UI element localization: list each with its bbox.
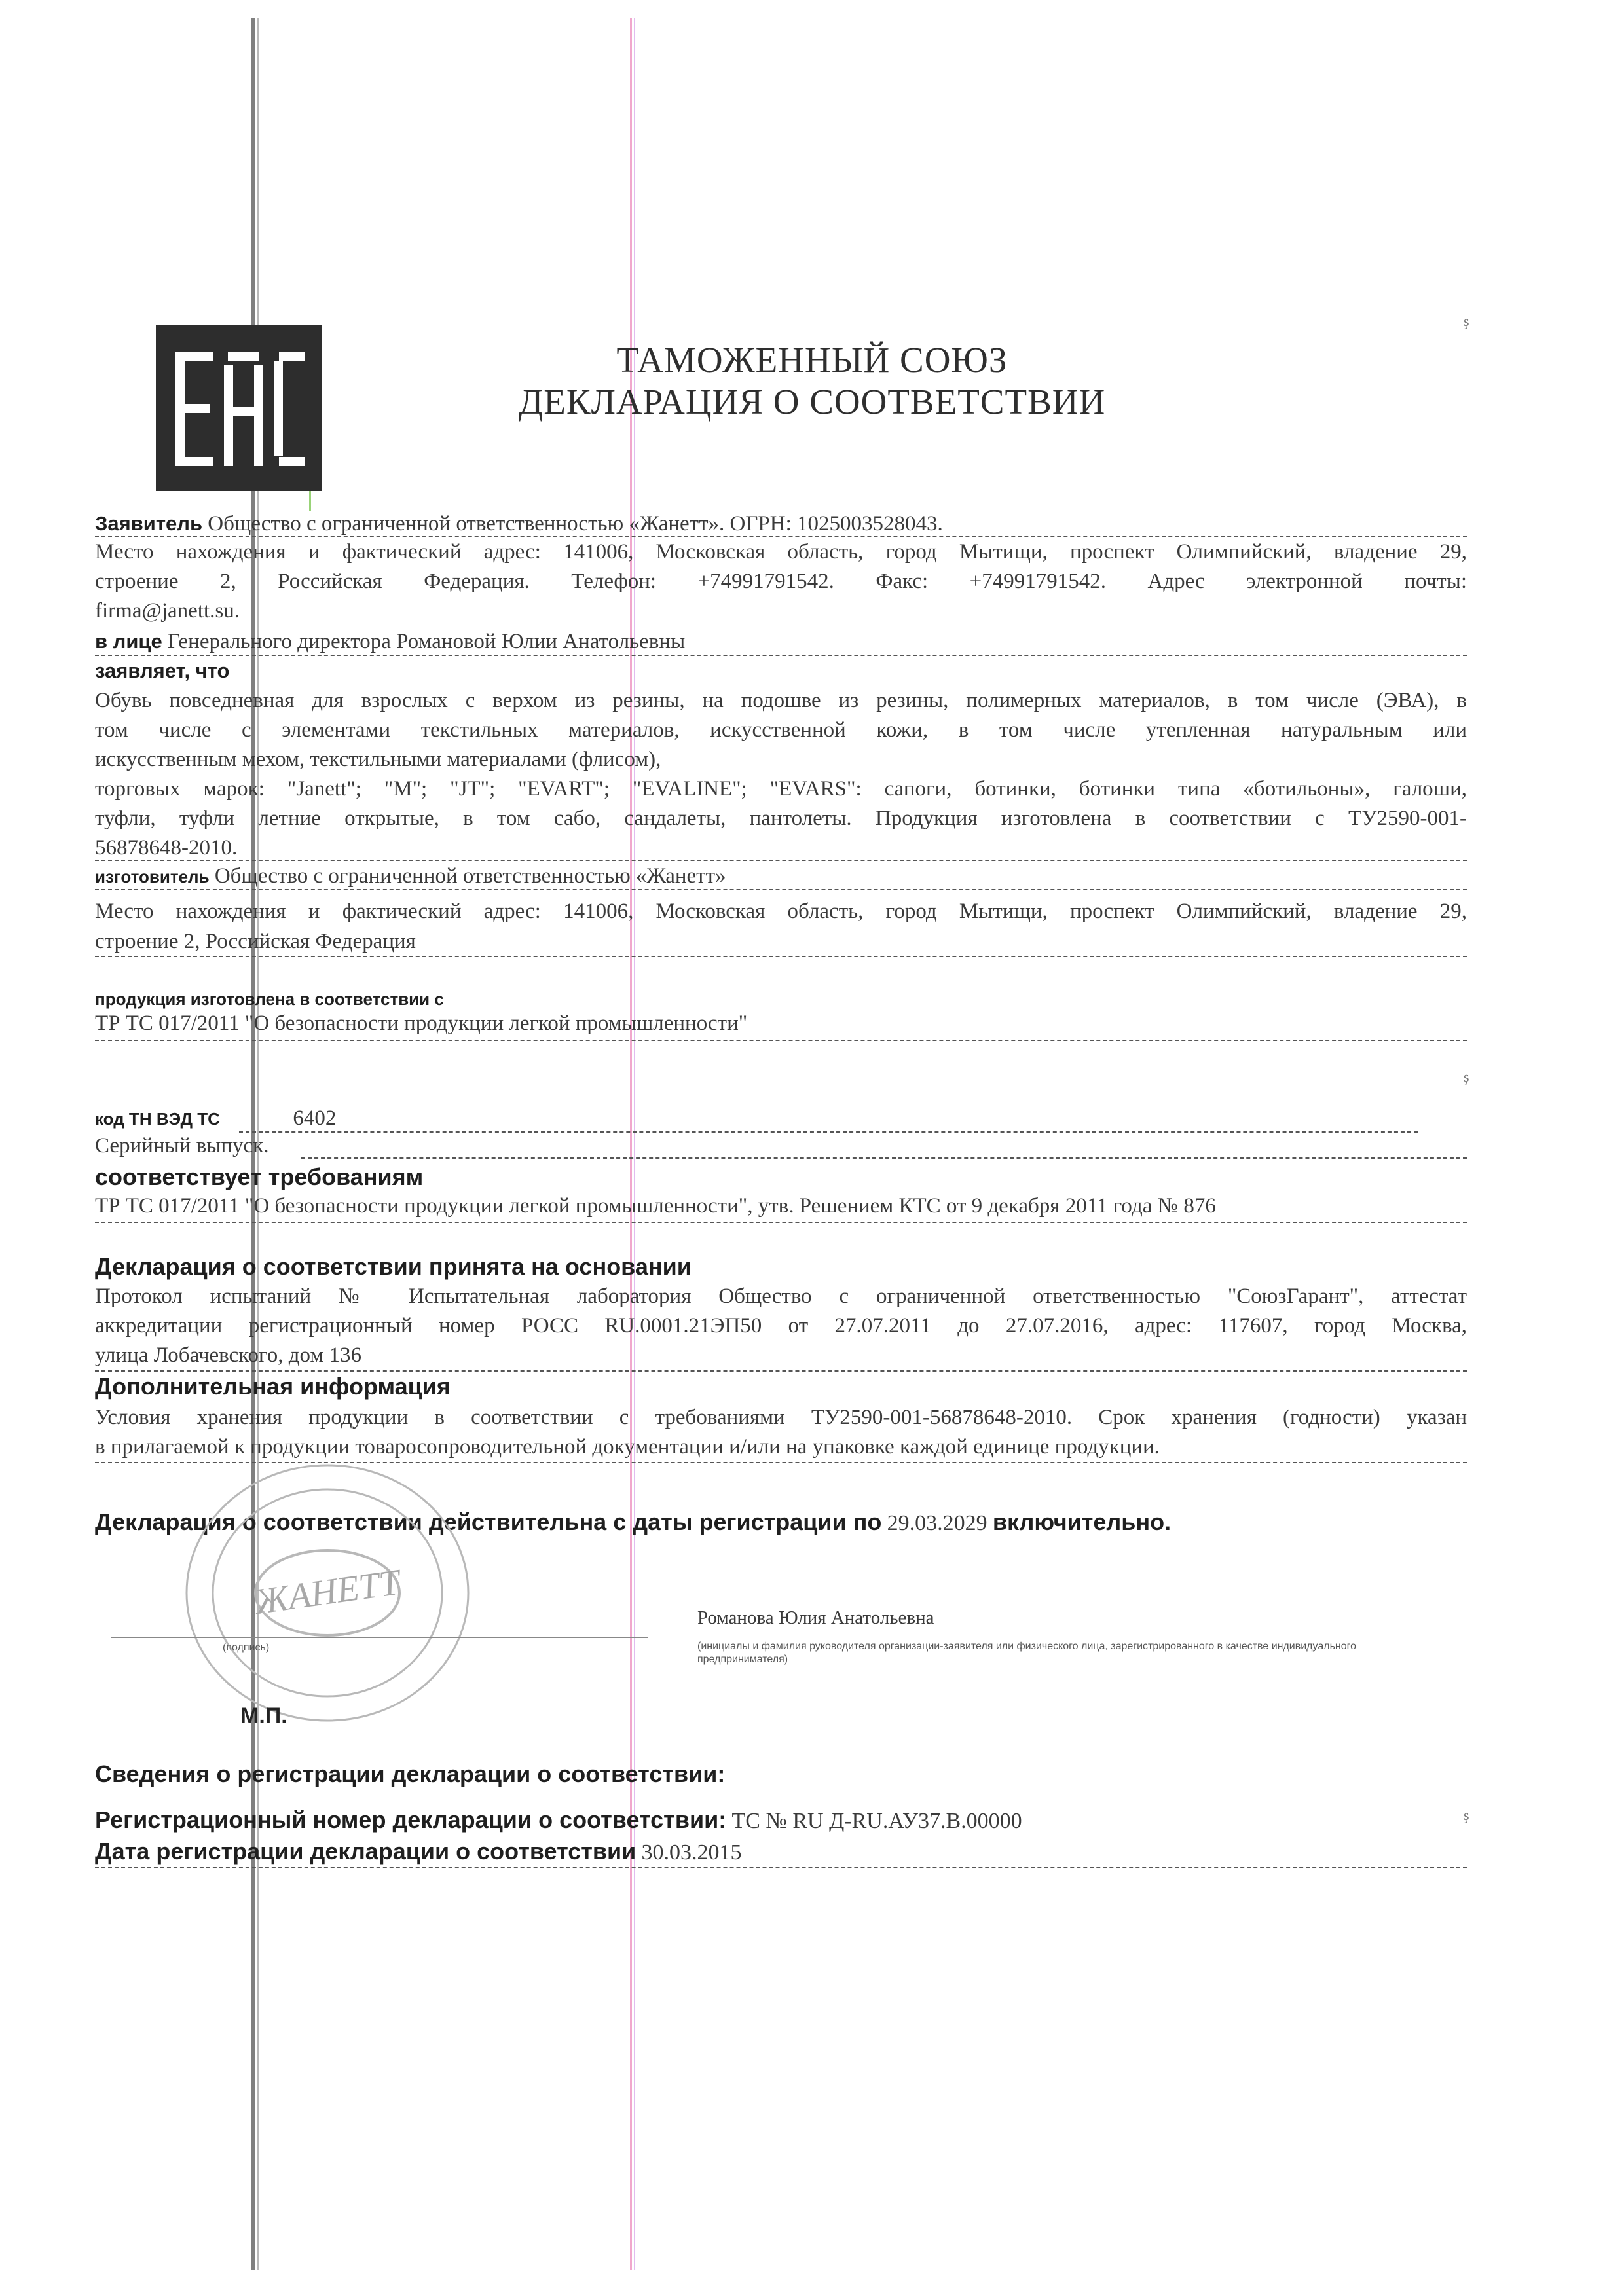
scan-speck: ş <box>1464 1807 1469 1823</box>
eac-logo <box>156 325 322 491</box>
declares-label: заявляет, что <box>95 659 230 682</box>
field-divider <box>95 655 1467 656</box>
product-description-line: искусственным мехом, текстильными материалами (флисом), <box>95 748 661 771</box>
serial-release: Серийный выпуск. <box>95 1134 269 1157</box>
field-divider <box>95 1222 1467 1223</box>
basis-line: Протокол испытаний № Испытательная лаборатория Общество с ограниченной ответственностью "СоюзГарант", аттестат <box>95 1285 1467 1308</box>
production-label: продукция изготовлена в соответствии с <box>95 989 444 1009</box>
basis-label: Декларация о соответствии принята на основании <box>95 1253 692 1280</box>
registration-number-label: Регистрационный номер декларации о соответствии: <box>95 1806 727 1833</box>
basis-line: аккредитации регистрационный номер РОСС RU.0001.21ЭП50 от 27.07.2011 до 27.07.2016, адрес: 117607, город Москва, <box>95 1314 1467 1338</box>
field-divider <box>95 956 1467 957</box>
seal-place-label: М.П. <box>240 1704 287 1728</box>
signer-name: Романова Юлия Анатольевна <box>697 1607 934 1628</box>
product-description-line: туфли, туфли летние открытые, в том сабо, сандалеты, пантолеты. Продукция изготовлена в соответствии с ТУ2590-001- <box>95 807 1467 830</box>
field-divider <box>95 1867 1467 1868</box>
registration-date-label: Дата регистрации декларации о соответствии <box>95 1838 637 1865</box>
field-divider <box>95 536 1467 537</box>
applicant-name: Общество с ограниченной ответственностью «Жанетт». <box>208 512 725 536</box>
registration-heading: Сведения о регистрации декларации о соответствии: <box>95 1760 726 1787</box>
manufacturer-row <box>95 863 1467 890</box>
product-description-line: торговых марок: "Janett"; "M"; "JT"; "EVART"; "EVALINE"; "EVARS": сапоги, ботинки, ботинки типа «ботильоны», галоши, <box>95 777 1467 801</box>
registration-date-row <box>95 1838 1467 1866</box>
applicant-address-line: Место нахождения и фактический адрес: 141006, Московская область, город Мытищи, проспект Олимпийский, владение 29, <box>95 540 1467 564</box>
field-divider <box>95 1040 1467 1041</box>
applicant-label: Заявитель <box>95 512 203 535</box>
tnved-label: код ТН ВЭД ТС <box>95 1109 220 1129</box>
product-description-line: том числе с элементами текстильных материалов, искусственной кожи, в том числе утепленная натуральным или <box>95 718 1467 742</box>
signature-line <box>111 1637 648 1638</box>
tnved-row <box>95 1105 1467 1132</box>
applicant-ogrn: ОГРН: 1025003528043. <box>729 512 943 536</box>
field-divider <box>95 860 1467 861</box>
represented-label: в лице <box>95 630 162 653</box>
manufacturer-address-line: строение 2, Российская Федерация <box>95 930 416 953</box>
validity-prefix: Декларация о соответствии действительна с даты регистрации по <box>95 1508 882 1535</box>
field-divider <box>95 1370 1467 1372</box>
signature-caption: (подпись) <box>223 1642 270 1653</box>
scan-speck: ş <box>1464 313 1469 329</box>
compliance-label: соответствует требованиям <box>95 1163 424 1190</box>
svg-text:ЖАНЕТТ: ЖАНЕТТ <box>252 1561 403 1623</box>
tnved-code: 6402 <box>293 1106 337 1130</box>
manufacturer-address-line: Место нахождения и фактический адрес: 141006, Московская область, город Мытищи, проспект Олимпийский, владение 29, <box>95 900 1467 923</box>
basis-line: улица Лобачевского, дом 136 <box>95 1343 362 1367</box>
production-standard: ТР ТС 017/2011 "О безопасности продукции легкой промышленности" <box>95 1011 748 1035</box>
additional-label: Дополнительная информация <box>95 1373 451 1400</box>
compliance-text: ТР ТС 017/2011 "О безопасности продукции легкой промышленности", утв. Решением КТС от 9 декабря 2011 года № 876 <box>95 1194 1216 1218</box>
document-title: ДЕКЛАРАЦИЯ О СООТВЕТСТВИИ <box>518 382 1106 422</box>
company-seal <box>174 1452 481 1734</box>
applicant-email: firma@janett.su. <box>95 599 240 623</box>
represented-row <box>95 629 1467 655</box>
represented-by: Генерального директора Романовой Юлии Анатольевны <box>167 630 686 653</box>
registration-number-row <box>95 1807 1467 1834</box>
applicant-row <box>95 511 1467 537</box>
validity-date: 29.03.2029 <box>887 1511 987 1535</box>
manufacturer-label: изготовитель <box>95 867 210 886</box>
field-divider <box>95 889 1467 890</box>
registration-date-value: 30.03.2015 <box>641 1840 742 1865</box>
product-description-line: Обувь повседневная для взрослых с верхом из резины, на подошве из резины, полимерных материалов, в том числе (ЭВА), в <box>95 689 1467 712</box>
manufacturer-name: Общество с ограниченной ответственностью «Жанетт» <box>214 864 726 888</box>
validity-suffix: включительно. <box>992 1508 1172 1535</box>
product-description-line: 56878648-2010. <box>95 836 238 860</box>
additional-line: в прилагаемой к продукции товаросопроводительной документации и/или на упаковке каждой единице продукции. <box>95 1435 1160 1459</box>
additional-line: Условия хранения продукции в соответствии с требованиями ТУ2590-001-56878648-2010. Срок хранения (годности) указан <box>95 1406 1467 1429</box>
signer-caption: (инициалы и фамилия руководителя организации-заявителя или физического лица, зарегистрированного в качестве индивидуального предпринимателя) <box>697 1641 1357 1665</box>
field-divider <box>301 1157 1467 1159</box>
registration-number-value: ТС № RU Д-RU.АУ37.В.00000 <box>731 1809 1022 1833</box>
applicant-address-line: строение 2, Российская Федерация. Телефон: +74991791542. Факс: +74991791542. Адрес электронной почты: <box>95 570 1467 593</box>
union-title: ТАМОЖЕННЫЙ СОЮЗ <box>616 340 1008 380</box>
scan-speck: ş <box>1464 1068 1469 1085</box>
